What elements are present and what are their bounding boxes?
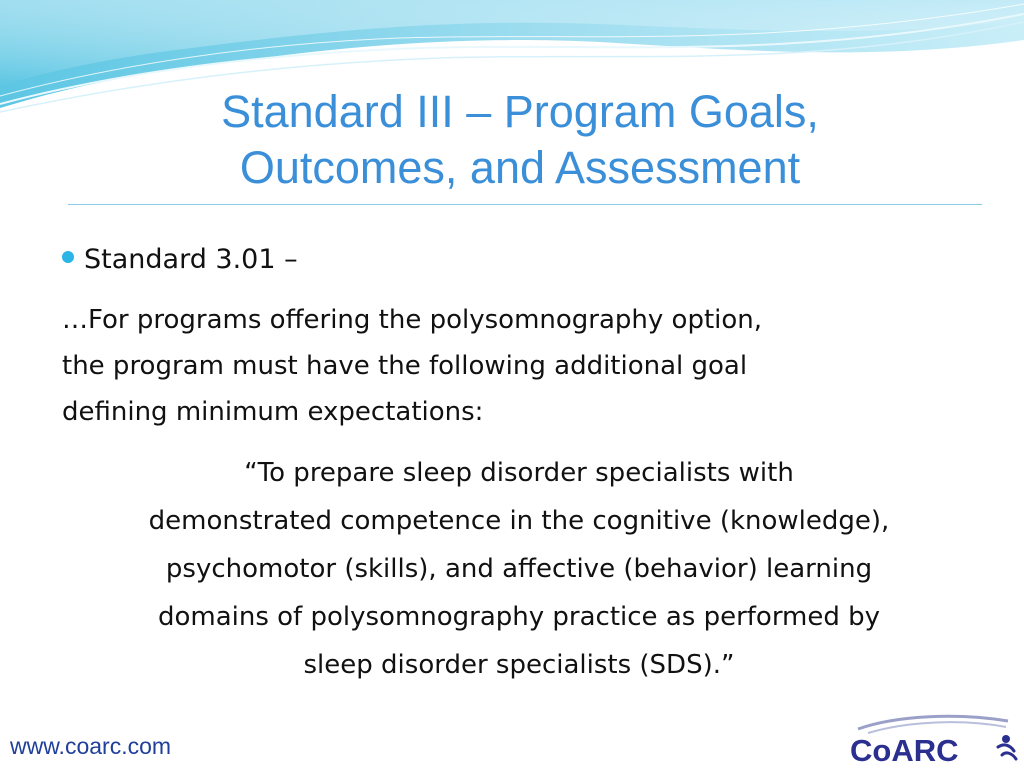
- quote-line: “To prepare sleep disorder specialists with: [244, 458, 794, 488]
- goal-quote: [40, 449, 998, 689]
- bullet-item: [62, 240, 298, 280]
- quote-line: domains of polysomnography practice as performed by: [157, 602, 881, 632]
- quote-line: sleep disorder specialists (SDS).”: [303, 650, 735, 680]
- coarc-logo: [848, 713, 1020, 768]
- footer-website-link[interactable]: www.coarc.com: [10, 733, 172, 759]
- bullet-icon: [62, 251, 74, 263]
- slide-title-line-1: Standard III – Program Goals,: [221, 86, 819, 137]
- paragraph-line: …For programs offering the polysomnography option,: [62, 305, 763, 335]
- bullet-label: Standard 3.01 –: [84, 244, 298, 275]
- paragraph-line: the program must have the following additional goal: [62, 351, 748, 381]
- quote-line: psychomotor (skills), and affective (behavior) learning: [165, 554, 873, 584]
- slide-title: [60, 84, 980, 196]
- title-divider: [68, 204, 982, 205]
- body-paragraph: [62, 297, 962, 435]
- slide-title-line-2: Outcomes, and Assessment: [239, 142, 801, 193]
- paragraph-line: defining minimum expectations:: [62, 397, 484, 427]
- logo-text: CoARC: [850, 733, 959, 768]
- quote-line: demonstrated competence in the cognitive (knowledge),: [148, 506, 890, 536]
